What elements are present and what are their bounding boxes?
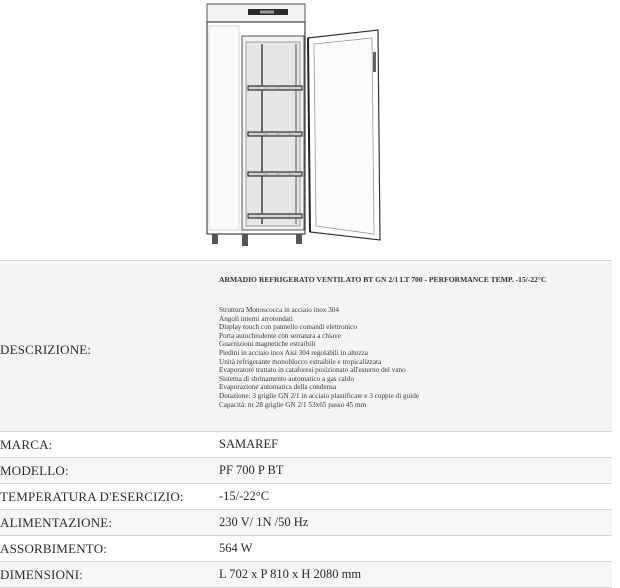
spec-label: ALIMENTAZIONE: <box>0 515 113 530</box>
description-list <box>219 306 599 409</box>
description-line: Capacità: nr 28 griglie GN 2/1 53x65 passo 45 mm <box>219 400 367 409</box>
spec-label: TEMPERATURA D'ESERCIZIO: <box>0 489 184 504</box>
spec-label: MODELLO: <box>0 463 69 478</box>
spec-value: L 702 x P 810 x H 2080 mm <box>219 567 362 581</box>
refrigerator-illustration <box>200 0 388 252</box>
spec-value: 230 V/ 1N /50 Hz <box>219 515 309 529</box>
spec-value: SAMAREF <box>219 437 279 451</box>
description-line: Guarnizioni magnetiche estraibili <box>219 340 316 349</box>
spec-row-model <box>0 458 612 484</box>
spec-value: PF 700 P BT <box>219 463 284 477</box>
description-line: Struttura Monoscocca in acciaio inox 304 <box>219 306 339 314</box>
description-line: Evaporazione automatica della condensa <box>219 383 337 392</box>
spec-row-dimensions <box>0 562 612 588</box>
spec-row-brand <box>0 432 612 458</box>
spec-table <box>0 260 612 588</box>
description-line: Angoli interni arrotondati <box>219 314 293 323</box>
spec-label: ASSORBIMENTO: <box>0 541 108 556</box>
description-line: Porta autochiudente con serratura a chiave <box>219 331 341 340</box>
spec-row-consumption <box>0 536 612 562</box>
description-row <box>0 260 612 432</box>
spec-value: -15/-22°C <box>219 489 270 503</box>
description-line: Display touch con pannello comandi elettronico <box>219 323 357 332</box>
description-line: Unità refrigerante monoblocco estraibile e tropicalizzata <box>219 357 382 366</box>
description-title: ARMADIO REFRIGERATO VENTILATO BT GN 2/1 LT 700 - PERFORMANCE TEMP. -15/-22°C <box>219 275 547 284</box>
product-image <box>200 0 388 252</box>
description-line: Piedini in acciaio inox Aisi 304 regolabili in altezza <box>219 348 368 357</box>
spec-label: DIMENSIONI: <box>0 567 84 582</box>
spec-value: 564 W <box>219 541 253 555</box>
description-line: Dotazione: 3 griglie GN 2/1 in acciaio plastificate e 3 coppie di guide <box>219 391 419 400</box>
description-line: Evaporatore trattato in cataforesi posizionato all'esterno del vano <box>219 366 406 375</box>
spec-row-temperature <box>0 484 612 510</box>
spec-row-power-supply <box>0 510 612 536</box>
description-label: DESCRIZIONE: <box>0 342 92 357</box>
description-line: Sistema di sbrinamento automatico a gas caldo <box>219 374 354 383</box>
spec-label: MARCA: <box>0 437 53 452</box>
